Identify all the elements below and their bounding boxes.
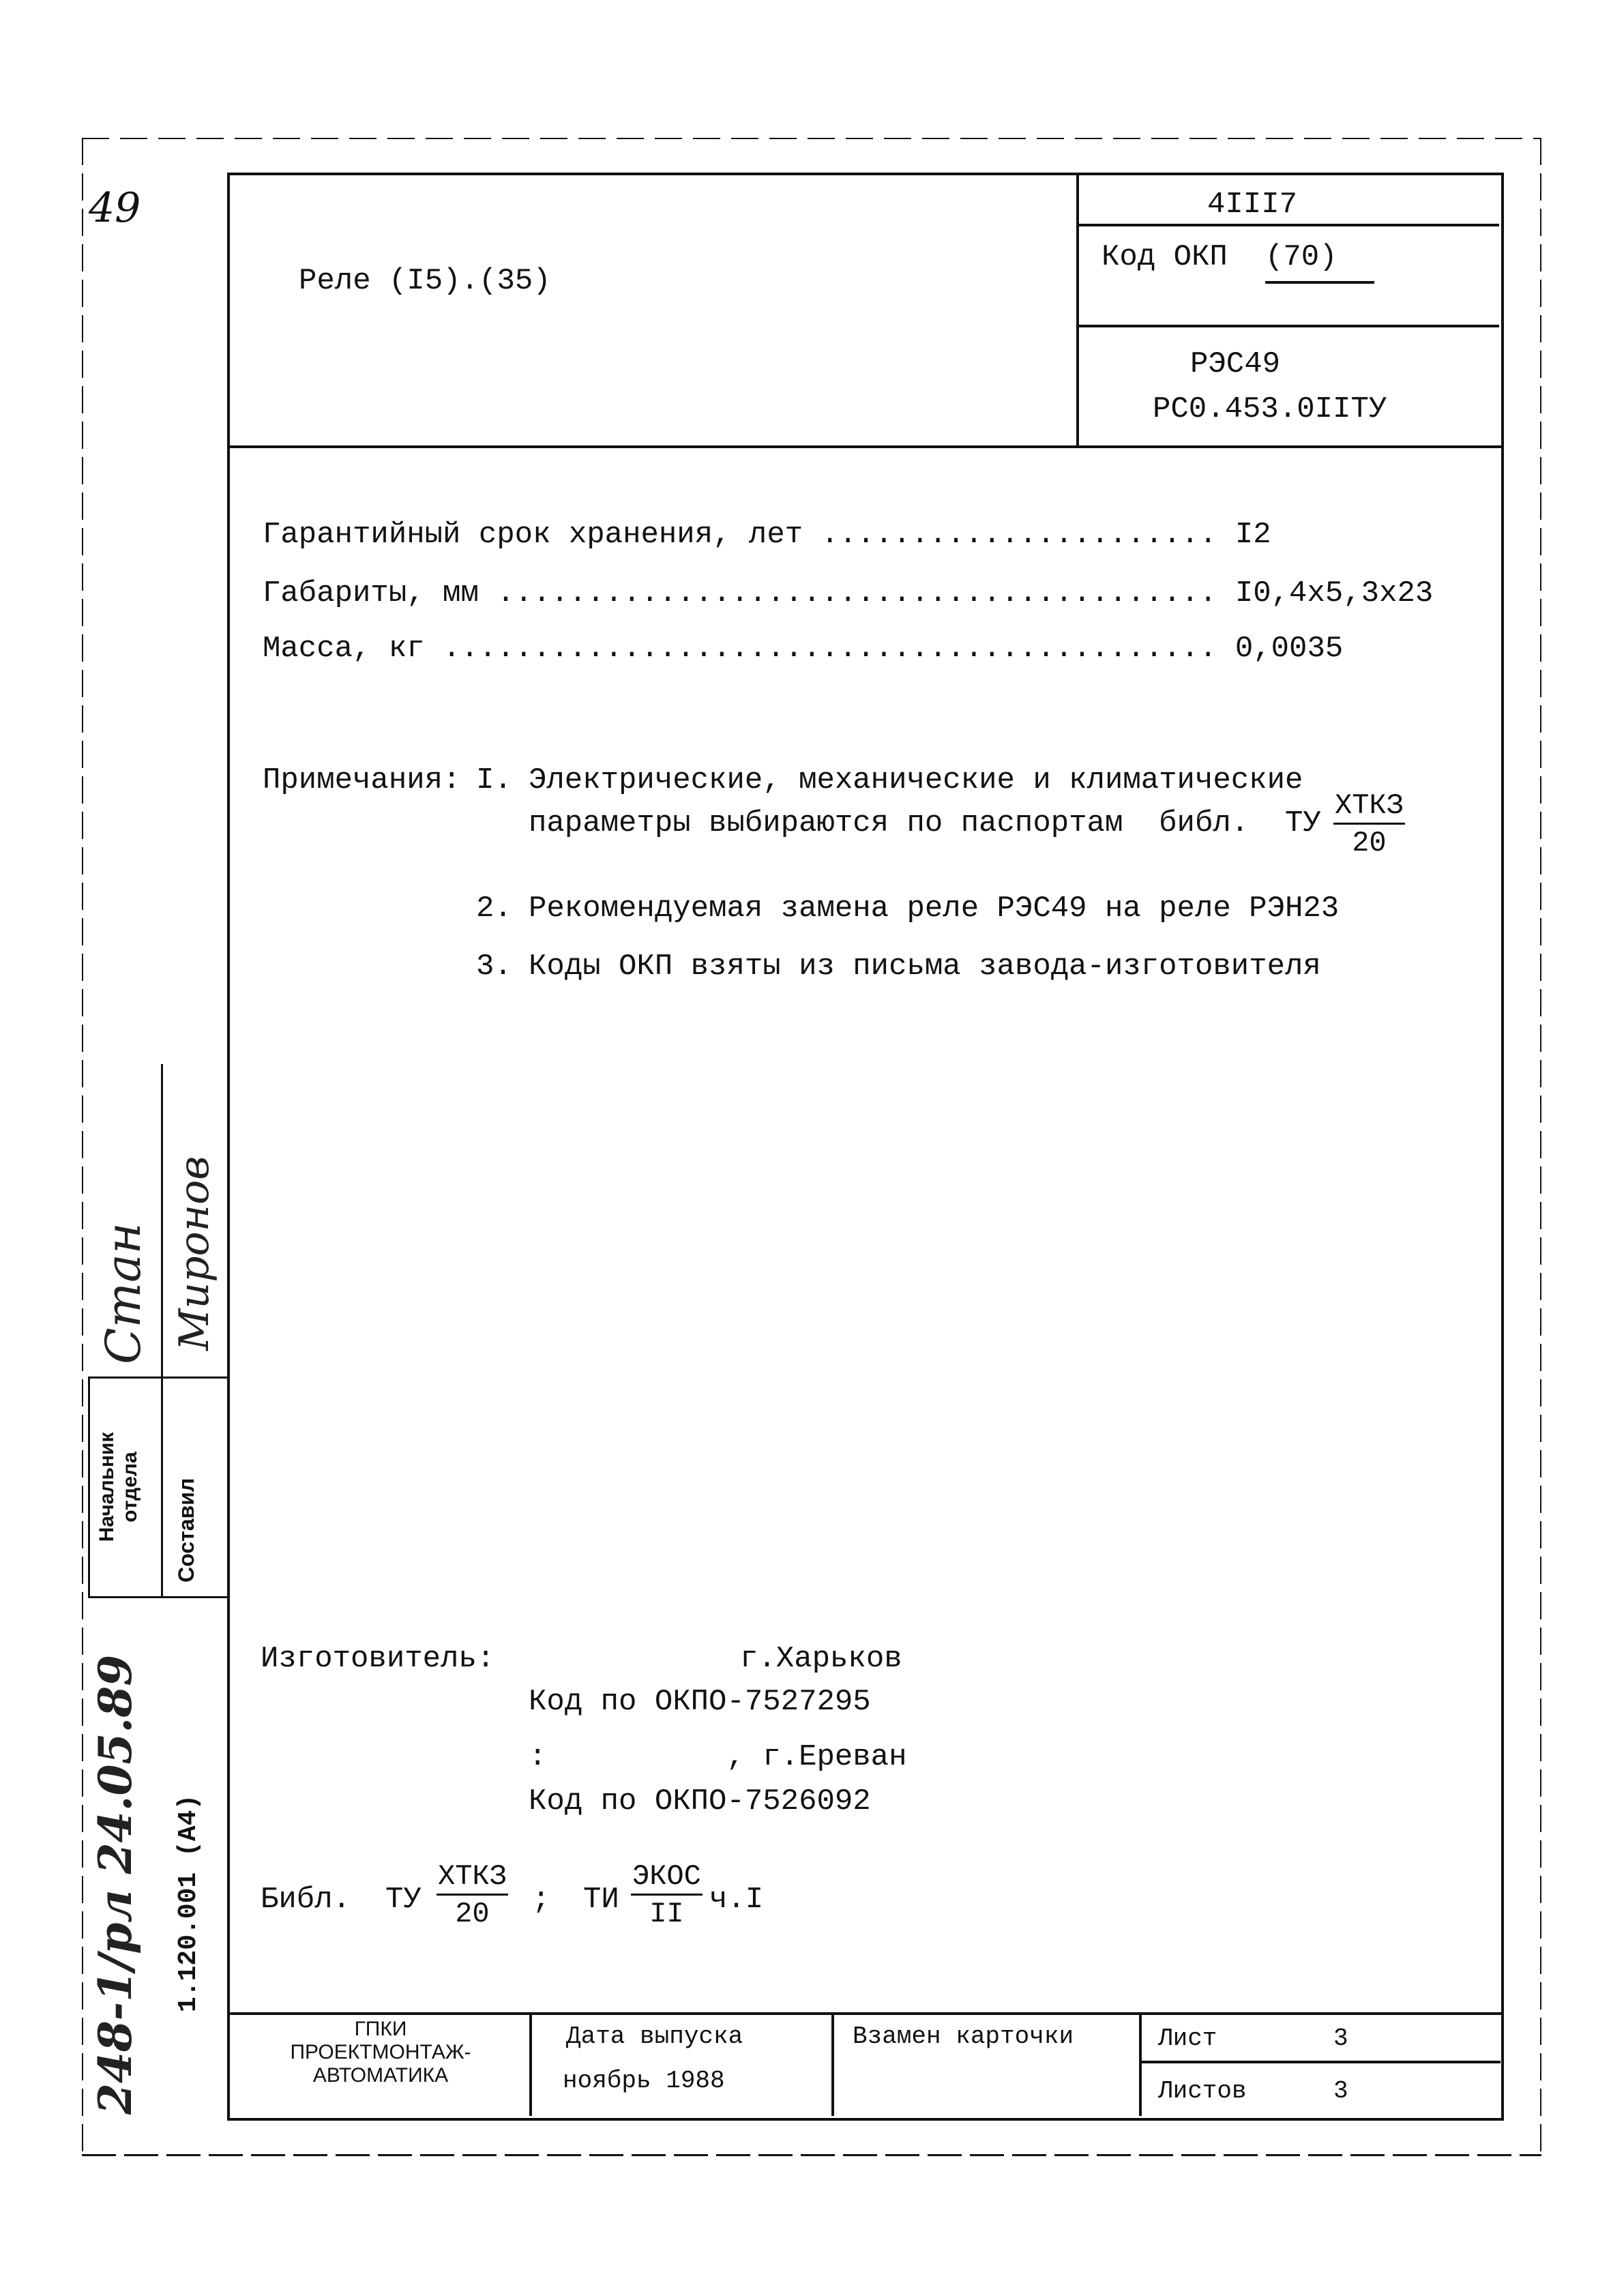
spec-row [263, 578, 1433, 608]
header-row-divider-2 [1076, 325, 1499, 327]
header-row-divider-1 [1076, 224, 1499, 226]
side-strip-divider [161, 1064, 163, 1596]
top-cut-line [82, 138, 1541, 139]
fraction-denominator: II [649, 1898, 684, 1930]
issue-date-value: ноябрь 1988 [563, 2067, 725, 2095]
bibl-tu-label: ТУ [385, 1883, 422, 1917]
spec-leader: ........................................... [443, 632, 1217, 666]
note-text: Электрические, механические и климатические [529, 763, 1303, 797]
note-text: Рекомендуемая замена реле РЭС49 на реле РЭН23 [529, 892, 1340, 926]
header-divider [227, 445, 1501, 448]
bibl-label: Библ. [261, 1883, 351, 1917]
okp-code-underline [1265, 281, 1374, 284]
right-cut-line [1540, 138, 1541, 2157]
bottom-cut-line [82, 2154, 1541, 2156]
issue-date-label: Дата выпуска [566, 2022, 743, 2050]
manufacturer-code: Код по ОКПО-7527295 [529, 1685, 871, 1719]
note-fraction [1333, 791, 1405, 857]
note-number: 2. [476, 892, 512, 926]
label-line: отдела [119, 1452, 141, 1522]
fraction-denominator: 20 [455, 1898, 490, 1930]
form-code: 1.120.001 (А4) [174, 1794, 203, 2012]
spec-value: I2 [1235, 518, 1271, 552]
spec-row [263, 634, 1343, 664]
model-name: РЭС49 [1190, 347, 1281, 381]
manufacturer-code: Код по ОКПО-7526092 [529, 1784, 871, 1819]
left-cut-line [82, 138, 83, 2157]
note-text: Коды ОКП взяты из письма завода-изготовителя [529, 950, 1321, 984]
side-strip-top [88, 1377, 228, 1379]
spec-leader: ...................... [821, 518, 1217, 552]
card-title: Реле (I5).(35) [299, 264, 551, 298]
footer-col-divider [529, 2012, 532, 2116]
spec-number: РС0.453.0IIТУ [1153, 392, 1387, 426]
fraction-denominator: 20 [1352, 827, 1387, 859]
head-of-department-label [95, 1385, 142, 1589]
sheets-value: 3 [1333, 2077, 1348, 2105]
compiler-signature: Миронов [171, 1156, 218, 1351]
notes-label: Примечания: [263, 763, 461, 797]
footer-col-divider [1139, 2012, 1142, 2116]
sheet-value: 3 [1333, 2025, 1348, 2052]
replaces-card-label: Взамен карточки [853, 2022, 1074, 2050]
bibl-ti-label: ТИ [583, 1883, 619, 1917]
manufacturer-city: г.Харьков [740, 1642, 902, 1676]
spec-label: Масса, кг [263, 632, 443, 666]
bibl-separator: ; [532, 1883, 550, 1917]
sheet-label: Лист [1158, 2025, 1217, 2052]
fraction-numerator: ХТКЗ [1333, 791, 1405, 825]
spec-label: Гарантийный срок хранения, лет [263, 518, 821, 552]
okp-code-label: Код ОКП [1102, 240, 1228, 274]
note-number: I. [476, 763, 512, 797]
code-number: 4III7 [1207, 188, 1298, 222]
manufacturer-label: Изготовитель: [261, 1642, 495, 1676]
spec-value: I0,4x5,3x23 [1235, 576, 1434, 610]
bibl-ti-fraction [631, 1862, 703, 1928]
spec-value: 0,0035 [1235, 632, 1344, 666]
fraction-numerator: ЭКОС [631, 1862, 703, 1896]
footer-top-divider [227, 2012, 1501, 2015]
page-number: 49 [89, 184, 141, 232]
manufacturer-city: : , г.Ереван [529, 1740, 907, 1774]
fraction-numerator: ХТКЗ [437, 1862, 508, 1896]
side-strip-bottom [88, 1596, 228, 1598]
spec-leader: ........................................ [497, 576, 1217, 610]
org-line: ГПКИ [354, 2018, 407, 2040]
spec-row [263, 520, 1271, 550]
label-line: Начальник [95, 1432, 118, 1542]
note-number: 3. [476, 950, 512, 984]
bibl-tu-fraction [437, 1862, 508, 1928]
org-line: АВТОМАТИКА [312, 2064, 449, 2087]
footer-col-divider [831, 2012, 834, 2116]
footer-sheet-divider [1139, 2061, 1501, 2063]
compiler-label: Составил [174, 1477, 198, 1583]
card-frame [227, 173, 1504, 2121]
header-right-column-divider [1076, 173, 1079, 447]
note-text: параметры выбираются по паспортам библ. ТУ [529, 806, 1321, 840]
organization-name [232, 2018, 529, 2087]
sheets-label: Листов [1158, 2077, 1247, 2105]
okp-code-value: (70) [1265, 240, 1337, 274]
org-line: ПРОЕКТМОНТАЖ- [290, 2041, 471, 2063]
bibl-part: ч.I [709, 1883, 764, 1917]
spec-label: Габариты, мм [263, 576, 497, 610]
head-signature: Стан [95, 1222, 151, 1364]
handwritten-reference: 248-1/рл 24.05.89 [89, 1654, 142, 2115]
side-strip-left [88, 1377, 90, 1598]
